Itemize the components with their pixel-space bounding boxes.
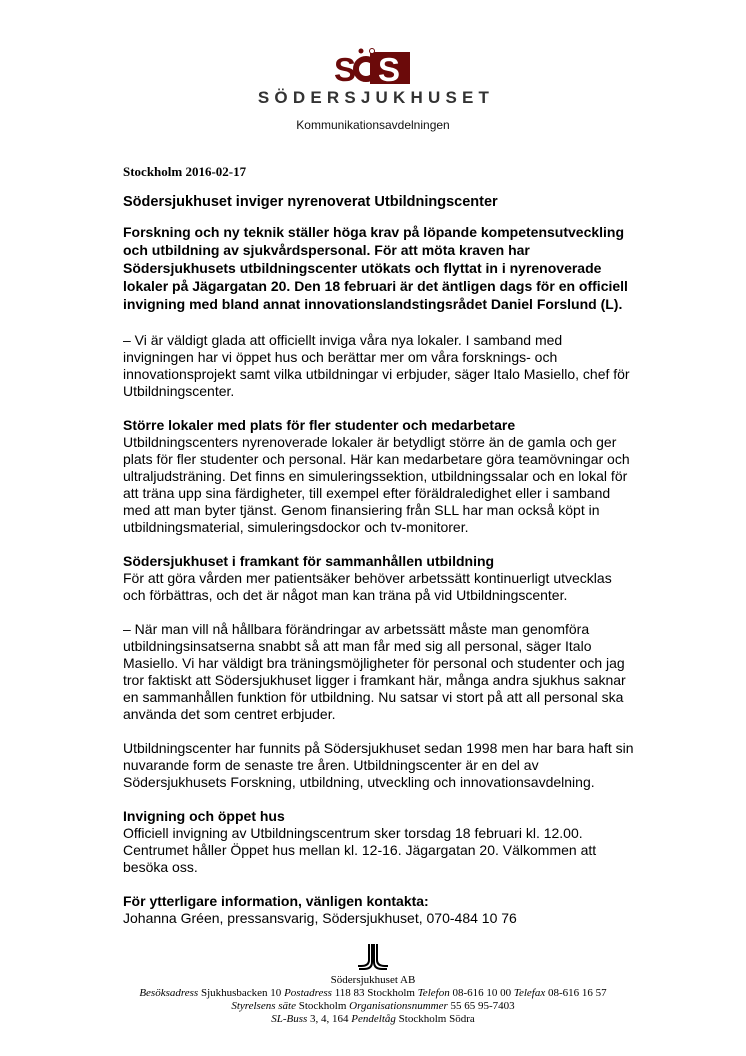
contact-info: Johanna Gréen, pressansvarig, Södersjukhuset, 070-484 10 76 [123,910,517,926]
paragraph: För att göra vården mer patientsäker behöver arbetssätt kontinuerligt utvecklas och förbättras, och det är något man kan träna på vid Utbildningscenter. [123,570,612,603]
article [123,163,635,944]
paragraph: Utbildningscenters nyrenoverade lokaler är betydligt större än de gamla och ger plats för fler studenter och personal. Här kan medarbetare göra teamövningar och ultraljudsträning. Det finns en simuleringssektion, utbildningssalar och en lokal för att träna upp sina färdigheter, till exempel efter föräldraledighet eller i samband med att man byter tjänst. Genom finansiering från SLL har man också köpt in utbildningsmaterial, simuleringsdockor och tv-monitorer. [123,434,630,535]
sos-logo [332,48,410,84]
lead-paragraph: Forskning och ny teknik ställer höga krav på löpande kompetensutveckling och utbildning av sjukvårdspersonal. För att möta kraven har Södersjukhusets utbildningscenter utökats och flyttat in i nyrenoverade lokaler på Jägargatan 20. Den 18 februari är det äntligen dags för en officiell invigning med bland annat innovationslandstingsrådet Daniel Forslund (L). [123,224,628,312]
quote-paragraph: – När man vill nå hållbara förändringar av arbetssätt måste man genomföra utbildningsinsatserna snabbt så att man får med sig all personal, säger Italo Masiello. Vi har väldigt bra träningsmöjligheter för personal och studenter och jag tror faktiskt att Södersjukhuset ligger i framkant här, många andra sjukhus saknar en sammanhållen funktion för utbildning. Nu satsar vi stort på att all personal ska använda det som centret erbjuder. [123,621,626,722]
department: Kommunikationsavdelningen [296,118,450,132]
brand-name: SÖDERSJUKHUSET [257,88,495,107]
quote-paragraph: – Vi är väldigt glada att officiellt inviga våra nya lokaler. I samband med invigningen har vi öppet hus och berättar mer om våra forsknings- och innovationsprojekt samt vilka utbildningar vi erbjuder, säger Italo Masiello, chef för Utbildningscenter. [123,332,630,399]
section-heading: För ytterligare information, vänligen kontakta: [123,893,429,909]
svg-text:S: S [378,51,401,84]
section-heading: Invigning och öppet hus [123,808,285,824]
section-heading: Större lokaler med plats för fler studenter och medarbetare [123,417,516,433]
section-heading: Södersjukhuset i framkant för sammanhållen utbildning [123,553,495,569]
sll-logo-icon [358,944,388,970]
date: Stockholm 2016-02-17 [123,164,247,179]
registration-line: Styrelsens säte Stockholm Organisationsnummer 55 65 95-7403 [231,1000,515,1012]
address-line: Besöksadress Sjukhusbacken 10 Postadress 118 83 Stockholm Telefon 08-616 10 00 Telefax 08-616 16 57 [139,987,607,999]
company-name: Södersjukhuset AB [330,974,416,986]
article-title: Södersjukhuset inviger nyrenoverat Utbildningscenter [123,194,498,210]
footer [0,944,746,1026]
transport-line: SL-Buss 3, 4, 164 Pendeltåg Stockholm Södra [271,1013,475,1025]
paragraph: Utbildningscenter har funnits på Södersjukhuset sedan 1998 men har bara haft sin nuvarande form de senaste tre åren. Utbildningscenter är en del av Södersjukhusets Forskning, utbildning, utveckling och innovationsavdelning. [123,740,634,790]
paragraph: Officiell invigning av Utbildningscentrum sker torsdag 18 februari kl. 12.00. Centrumet håller Öppet hus mellan kl. 12-16. Jägargatan 20. Välkommen att besöka oss. [123,825,597,875]
svg-text:S: S [334,51,357,84]
